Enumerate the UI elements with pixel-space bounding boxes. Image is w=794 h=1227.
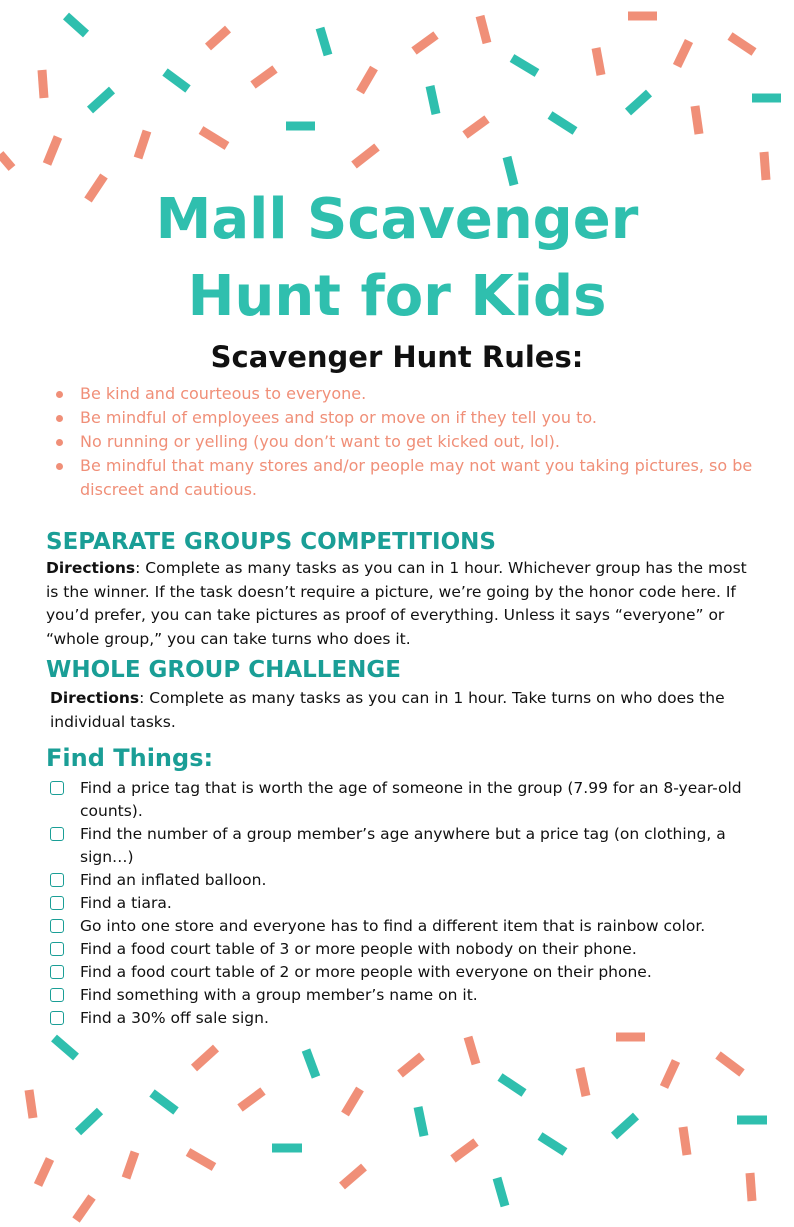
directions-text: : Complete as many tasks as you can in 1 hour. Whichever group has the most is the winner. If the task doesn’t require a picture, we’re going by the honor code here. If you’d prefer, you can take pictures as proof of everything. Unless it says “everyone” or “whole group,” you can take turns who does it. xyxy=(46,559,747,648)
checkbox-icon[interactable] xyxy=(50,965,64,979)
checkbox-icon[interactable] xyxy=(50,988,64,1002)
whole-group-directions xyxy=(50,687,756,734)
checklist-item-text: Find a tiara. xyxy=(80,894,172,912)
checklist-item-text: Find something with a group member’s name on it. xyxy=(80,986,478,1004)
checkbox-icon[interactable] xyxy=(50,1011,64,1025)
checkbox-icon[interactable] xyxy=(50,781,64,795)
find-things-heading: Find Things: xyxy=(46,744,214,772)
checklist-item-text: Find a price tag that is worth the age of someone in the group (7.99 for an 8-year-old counts). xyxy=(80,779,742,820)
checklist-item xyxy=(50,984,750,1007)
checklist-item-text: Find a food court table of 2 or more people with everyone on their phone. xyxy=(80,963,652,981)
whole-group-heading: WHOLE GROUP CHALLENGE xyxy=(46,657,402,683)
checklist-item-text: Find a food court table of 3 or more people with nobody on their phone. xyxy=(80,940,637,958)
checklist-item-text: Find an inflated balloon. xyxy=(80,871,267,889)
rule-item: No running or yelling (you don’t want to get kicked out, lol). xyxy=(52,430,772,454)
rule-item: Be mindful that many stores and/or people may not want you taking pictures, so be discreet and cautious. xyxy=(52,454,772,502)
checkbox-icon[interactable] xyxy=(50,896,64,910)
checklist-item xyxy=(50,1007,750,1030)
checklist-item xyxy=(50,892,750,915)
checklist-item xyxy=(50,823,750,869)
checkbox-icon[interactable] xyxy=(50,942,64,956)
checklist-item xyxy=(50,777,750,823)
checklist-item-text: Go into one store and everyone has to find a different item that is rainbow color. xyxy=(80,917,706,935)
separate-groups-heading: SEPARATE GROUPS COMPETITIONS xyxy=(46,529,496,555)
page-title-line-1: Mall Scavenger xyxy=(155,187,639,252)
separate-groups-directions xyxy=(46,557,752,651)
checkbox-icon[interactable] xyxy=(50,919,64,933)
find-things-checklist xyxy=(50,777,750,1030)
rules-list xyxy=(52,382,772,502)
rules-heading: Scavenger Hunt Rules: xyxy=(210,340,584,374)
rule-item: Be kind and courteous to everyone. xyxy=(52,382,772,406)
directions-text: : Complete as many tasks as you can in 1 hour. Take turns on who does the individual tasks. xyxy=(50,689,725,731)
checklist-item-text: Find the number of a group member’s age anywhere but a price tag (on clothing, a sign…) xyxy=(80,825,726,866)
rule-item: Be mindful of employees and stop or move on if they tell you to. xyxy=(52,406,772,430)
checklist-item xyxy=(50,869,750,892)
checklist-item xyxy=(50,938,750,961)
checkbox-icon[interactable] xyxy=(50,827,64,841)
directions-label: Directions xyxy=(46,559,136,577)
checkbox-icon[interactable] xyxy=(50,873,64,887)
checklist-item-text: Find a 30% off sale sign. xyxy=(80,1009,269,1027)
checklist-item xyxy=(50,915,750,938)
checklist-item xyxy=(50,961,750,984)
directions-label: Directions xyxy=(50,689,140,707)
page-title-line-2: Hunt for Kids xyxy=(187,264,607,329)
